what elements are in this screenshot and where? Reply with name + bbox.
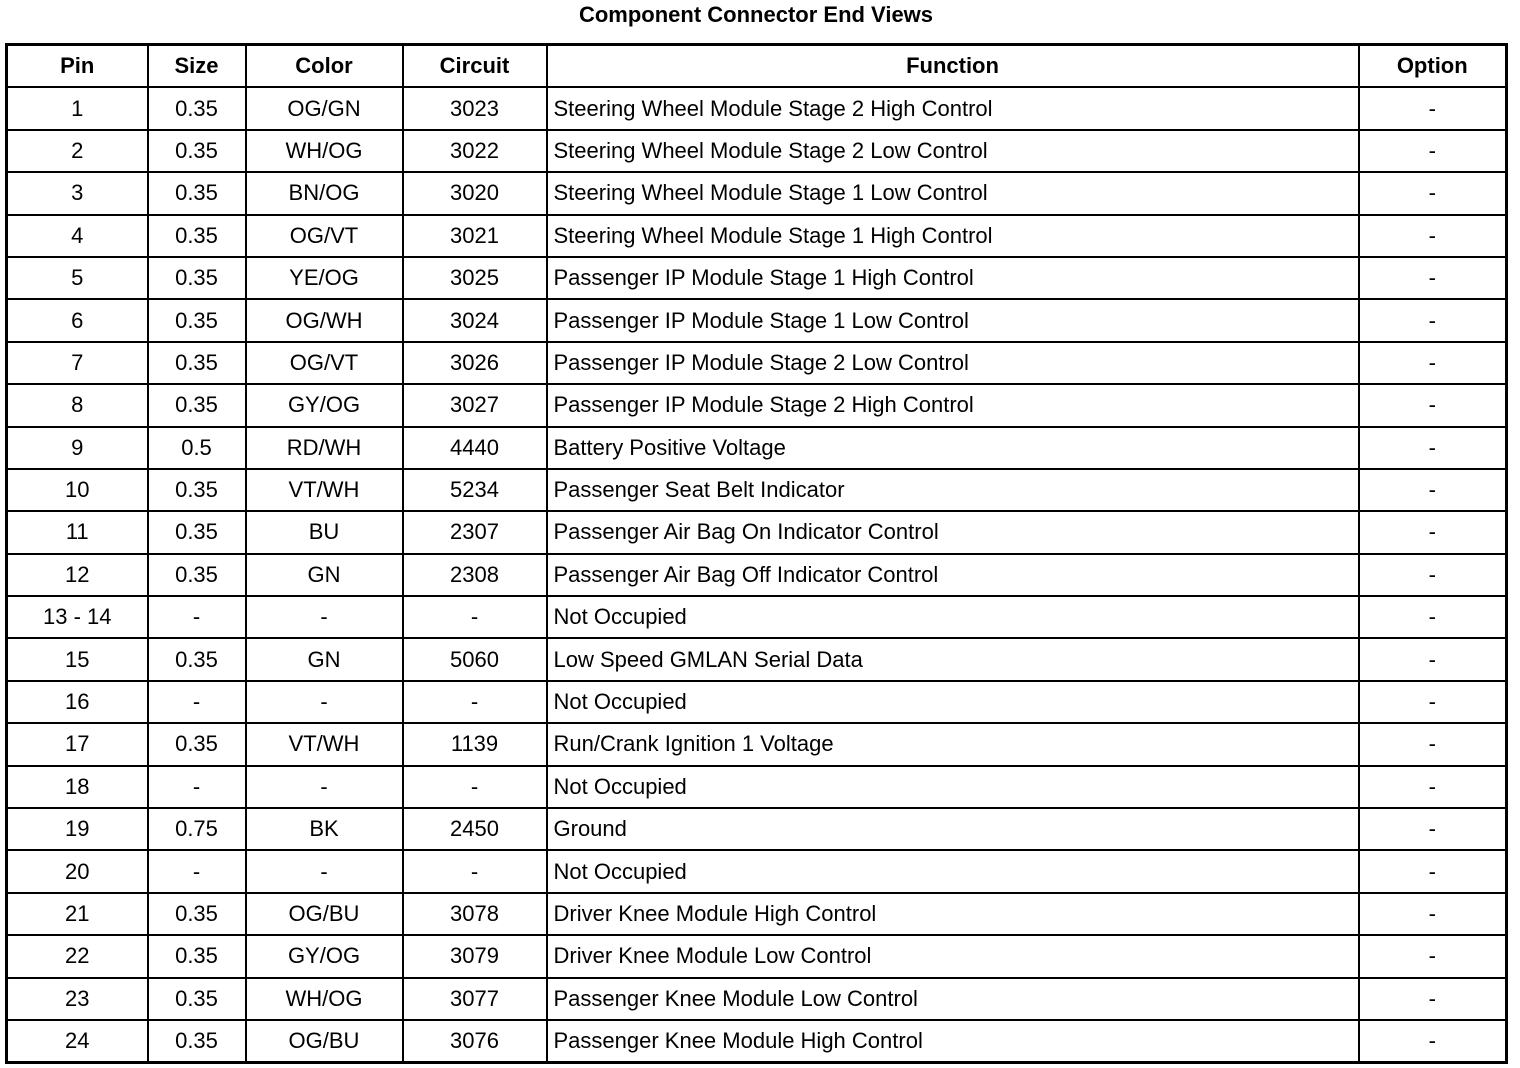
cell-pin: 18 — [7, 766, 148, 808]
cell-function: Steering Wheel Module Stage 2 Low Control — [547, 130, 1359, 172]
cell-function: Ground — [547, 808, 1359, 850]
cell-circuit: 3024 — [403, 299, 547, 341]
cell-color: YE/OG — [246, 257, 403, 299]
cell-option: - — [1359, 808, 1507, 850]
table-row — [7, 130, 1507, 172]
cell-option: - — [1359, 427, 1507, 469]
table-row — [7, 935, 1507, 977]
table-row — [7, 299, 1507, 341]
header-circuit: Circuit — [403, 45, 547, 88]
cell-pin: 4 — [7, 215, 148, 257]
cell-option: - — [1359, 935, 1507, 977]
cell-size: 0.35 — [148, 172, 246, 214]
cell-pin: 21 — [7, 893, 148, 935]
table-row — [7, 554, 1507, 596]
cell-option: - — [1359, 850, 1507, 892]
cell-option: - — [1359, 87, 1507, 129]
cell-option: - — [1359, 978, 1507, 1020]
cell-color: OG/VT — [246, 215, 403, 257]
table-row — [7, 596, 1507, 638]
cell-color: OG/BU — [246, 1020, 403, 1063]
table-row — [7, 511, 1507, 553]
cell-function: Steering Wheel Module Stage 2 High Control — [547, 87, 1359, 129]
cell-pin: 11 — [7, 511, 148, 553]
cell-circuit: 4440 — [403, 427, 547, 469]
cell-function: Passenger IP Module Stage 2 Low Control — [547, 342, 1359, 384]
table-row — [7, 978, 1507, 1020]
cell-size: - — [148, 850, 246, 892]
cell-circuit: 5060 — [403, 638, 547, 680]
document-title: Component Connector End Views — [578, 2, 934, 27]
cell-size: - — [148, 596, 246, 638]
cell-color: - — [246, 850, 403, 892]
cell-function: Driver Knee Module Low Control — [547, 935, 1359, 977]
cell-option: - — [1359, 681, 1507, 723]
cell-function: Not Occupied — [547, 681, 1359, 723]
table-row — [7, 808, 1507, 850]
cell-pin: 15 — [7, 638, 148, 680]
cell-function: Passenger Air Bag Off Indicator Control — [547, 554, 1359, 596]
cell-pin: 22 — [7, 935, 148, 977]
table-row — [7, 172, 1507, 214]
cell-color: BN/OG — [246, 172, 403, 214]
cell-pin: 19 — [7, 808, 148, 850]
cell-size: 0.5 — [148, 427, 246, 469]
cell-option: - — [1359, 130, 1507, 172]
cell-circuit: 3076 — [403, 1020, 547, 1063]
header-option: Option — [1359, 45, 1507, 88]
header-pin: Pin — [7, 45, 148, 88]
table-row — [7, 723, 1507, 765]
cell-function: Not Occupied — [547, 596, 1359, 638]
cell-circuit: 2307 — [403, 511, 547, 553]
cell-circuit: 1139 — [403, 723, 547, 765]
cell-circuit: 2308 — [403, 554, 547, 596]
cell-option: - — [1359, 511, 1507, 553]
cell-size: 0.35 — [148, 299, 246, 341]
cell-pin: 16 — [7, 681, 148, 723]
table-row — [7, 215, 1507, 257]
cell-option: - — [1359, 342, 1507, 384]
cell-circuit: 5234 — [403, 469, 547, 511]
cell-color: VT/WH — [246, 723, 403, 765]
table-row — [7, 384, 1507, 426]
table-body — [7, 87, 1507, 1062]
cell-size: 0.35 — [148, 554, 246, 596]
cell-function: Not Occupied — [547, 766, 1359, 808]
cell-color: OG/WH — [246, 299, 403, 341]
cell-circuit: 3078 — [403, 893, 547, 935]
cell-circuit: - — [403, 681, 547, 723]
cell-color: BU — [246, 511, 403, 553]
cell-function: Passenger Knee Module High Control — [547, 1020, 1359, 1063]
cell-circuit: 3022 — [403, 130, 547, 172]
cell-size: 0.35 — [148, 723, 246, 765]
cell-size: 0.35 — [148, 935, 246, 977]
header-size: Size — [148, 45, 246, 88]
cell-pin: 3 — [7, 172, 148, 214]
cell-function: Passenger Air Bag On Indicator Control — [547, 511, 1359, 553]
table-row — [7, 342, 1507, 384]
cell-size: 0.35 — [148, 384, 246, 426]
cell-pin: 6 — [7, 299, 148, 341]
cell-circuit: 3021 — [403, 215, 547, 257]
cell-option: - — [1359, 638, 1507, 680]
cell-circuit: - — [403, 766, 547, 808]
cell-option: - — [1359, 299, 1507, 341]
cell-pin: 12 — [7, 554, 148, 596]
cell-pin: 7 — [7, 342, 148, 384]
cell-function: Passenger Knee Module Low Control — [547, 978, 1359, 1020]
table-row — [7, 850, 1507, 892]
cell-function: Passenger IP Module Stage 1 Low Control — [547, 299, 1359, 341]
cell-circuit: 3026 — [403, 342, 547, 384]
cell-color: OG/BU — [246, 893, 403, 935]
cell-circuit: - — [403, 596, 547, 638]
cell-size: 0.75 — [148, 808, 246, 850]
cell-color: OG/VT — [246, 342, 403, 384]
cell-pin: 8 — [7, 384, 148, 426]
cell-color: - — [246, 681, 403, 723]
table-row — [7, 1020, 1507, 1063]
cell-color: - — [246, 766, 403, 808]
table-row — [7, 257, 1507, 299]
cell-option: - — [1359, 469, 1507, 511]
cell-color: GY/OG — [246, 384, 403, 426]
cell-option: - — [1359, 723, 1507, 765]
cell-function: Run/Crank Ignition 1 Voltage — [547, 723, 1359, 765]
cell-circuit: 3020 — [403, 172, 547, 214]
table-row — [7, 681, 1507, 723]
cell-size: 0.35 — [148, 342, 246, 384]
connector-table-container — [5, 43, 1508, 1064]
cell-circuit: 3027 — [403, 384, 547, 426]
table-row — [7, 427, 1507, 469]
cell-function: Passenger IP Module Stage 2 High Control — [547, 384, 1359, 426]
cell-option: - — [1359, 893, 1507, 935]
header-function: Function — [547, 45, 1359, 88]
cell-color: WH/OG — [246, 978, 403, 1020]
cell-size: - — [148, 681, 246, 723]
cell-circuit: 3077 — [403, 978, 547, 1020]
cell-circuit: - — [403, 850, 547, 892]
cell-pin: 17 — [7, 723, 148, 765]
cell-size: 0.35 — [148, 257, 246, 299]
cell-pin: 5 — [7, 257, 148, 299]
cell-color: GY/OG — [246, 935, 403, 977]
cell-function: Steering Wheel Module Stage 1 High Control — [547, 215, 1359, 257]
cell-function: Steering Wheel Module Stage 1 Low Control — [547, 172, 1359, 214]
cell-function: Driver Knee Module High Control — [547, 893, 1359, 935]
cell-pin: 1 — [7, 87, 148, 129]
cell-color: BK — [246, 808, 403, 850]
cell-color: RD/WH — [246, 427, 403, 469]
cell-option: - — [1359, 384, 1507, 426]
cell-pin: 13 - 14 — [7, 596, 148, 638]
cell-option: - — [1359, 172, 1507, 214]
cell-pin: 20 — [7, 850, 148, 892]
cell-function: Low Speed GMLAN Serial Data — [547, 638, 1359, 680]
cell-circuit: 3023 — [403, 87, 547, 129]
cell-function: Passenger IP Module Stage 1 High Control — [547, 257, 1359, 299]
cell-color: OG/GN — [246, 87, 403, 129]
table-row — [7, 638, 1507, 680]
cell-color: WH/OG — [246, 130, 403, 172]
table-row — [7, 766, 1507, 808]
cell-function: Battery Positive Voltage — [547, 427, 1359, 469]
cell-option: - — [1359, 596, 1507, 638]
cell-pin: 24 — [7, 1020, 148, 1063]
table-row — [7, 469, 1507, 511]
cell-circuit: 3079 — [403, 935, 547, 977]
table-row — [7, 87, 1507, 129]
cell-size: 0.35 — [148, 215, 246, 257]
cell-color: VT/WH — [246, 469, 403, 511]
cell-size: 0.35 — [148, 978, 246, 1020]
cell-size: 0.35 — [148, 1020, 246, 1063]
cell-option: - — [1359, 766, 1507, 808]
cell-size: 0.35 — [148, 130, 246, 172]
cell-size: 0.35 — [148, 511, 246, 553]
header-color: Color — [246, 45, 403, 88]
cell-size: - — [148, 766, 246, 808]
cell-pin: 2 — [7, 130, 148, 172]
cell-circuit: 2450 — [403, 808, 547, 850]
cell-size: 0.35 — [148, 469, 246, 511]
cell-option: - — [1359, 1020, 1507, 1063]
cell-color: - — [246, 596, 403, 638]
connector-pin-table — [5, 43, 1508, 1064]
cell-option: - — [1359, 257, 1507, 299]
table-header-row — [7, 45, 1507, 88]
cell-function: Not Occupied — [547, 850, 1359, 892]
cell-size: 0.35 — [148, 87, 246, 129]
cell-option: - — [1359, 554, 1507, 596]
cell-size: 0.35 — [148, 638, 246, 680]
cell-option: - — [1359, 215, 1507, 257]
cell-circuit: 3025 — [403, 257, 547, 299]
cell-color: GN — [246, 638, 403, 680]
cell-size: 0.35 — [148, 893, 246, 935]
cell-color: GN — [246, 554, 403, 596]
cell-pin: 23 — [7, 978, 148, 1020]
cell-function: Passenger Seat Belt Indicator — [547, 469, 1359, 511]
cell-pin: 9 — [7, 427, 148, 469]
cell-pin: 10 — [7, 469, 148, 511]
table-row — [7, 893, 1507, 935]
